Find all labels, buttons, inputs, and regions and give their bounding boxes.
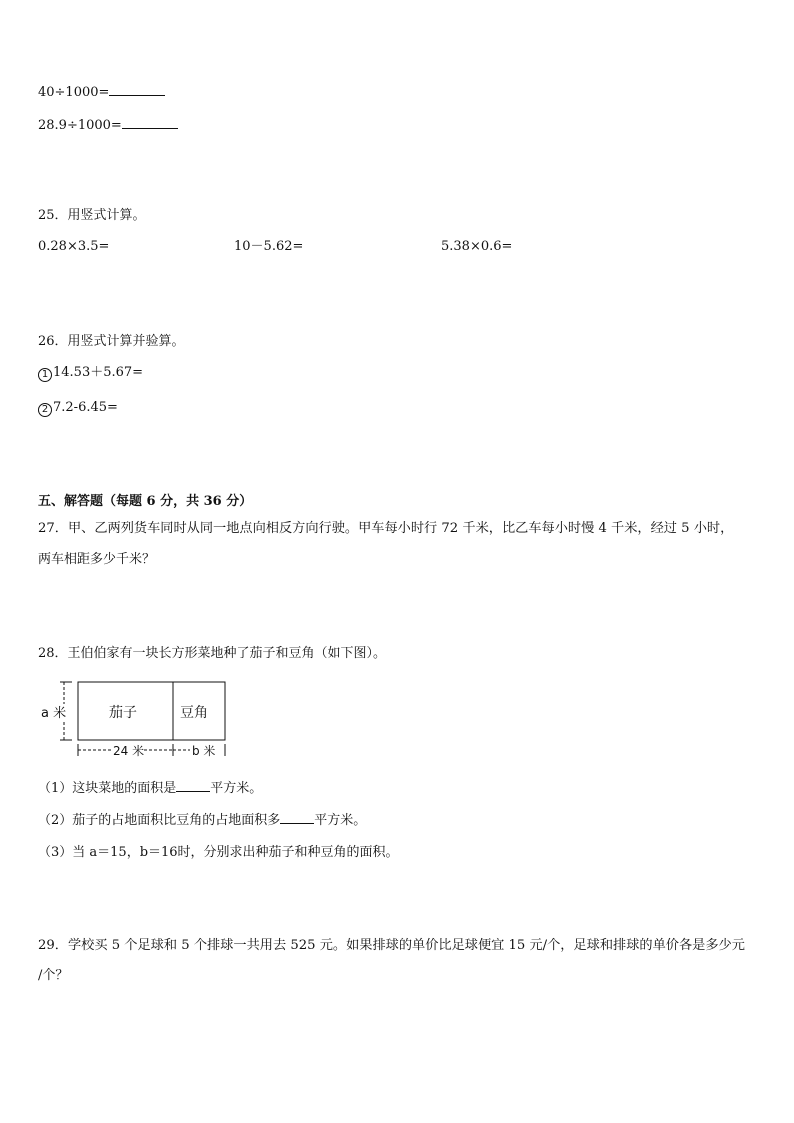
section-heading: 五、解答题（每题 6 分，共 36 分） — [38, 494, 253, 509]
q29-line-1: 29．学校买 5 个足球和 5 个排球一共用去 525 元。如果排球的单价比足球便宜 15 元/个，足球和排球的单价各是多少元 — [38, 938, 745, 953]
q27-line-2: 两车相距多少千米？ — [38, 552, 156, 567]
answer-blank[interactable] — [176, 780, 210, 792]
problem-line-2 — [38, 117, 178, 134]
q28-sub-2-unit: 平方米。 — [314, 813, 367, 828]
circled-number: 2 — [38, 403, 52, 417]
q25-item-2: 10－5.62= — [234, 239, 304, 254]
circled-number: 1 — [38, 368, 52, 382]
q26-title: 26．用竖式计算并验算。 — [38, 334, 185, 349]
q29-line-2: /个？ — [38, 968, 69, 983]
q28-sub-1-unit: 平方米。 — [210, 781, 263, 796]
q28-title: 28．王伯伯家有一块长方形菜地种了茄子和豆角（如下图）。 — [38, 646, 387, 661]
q25-item-1: 0.28×3.5= — [38, 239, 110, 254]
q28-sub-1 — [38, 780, 262, 797]
problem-text: 28.9÷1000= — [38, 118, 122, 133]
q28-sub-1-text: （1）这块菜地的面积是 — [38, 781, 177, 796]
eggplant-label: 茄子 — [109, 705, 137, 721]
q26-item-1 — [38, 365, 143, 382]
q25-item-3: 5.38×0.6= — [441, 239, 513, 254]
bottom-label-b: b 米 — [192, 744, 216, 758]
answer-blank[interactable] — [109, 84, 165, 96]
answer-blank[interactable] — [280, 812, 314, 824]
bottom-label-24: 24 米 — [113, 744, 145, 758]
q26-item-2 — [38, 400, 118, 417]
q26-item-text: 14.53＋5.67= — [53, 365, 144, 380]
q25-title: 25．用竖式计算。 — [38, 208, 146, 223]
vegetable-plot-diagram — [38, 676, 238, 760]
problem-text: 40÷1000= — [38, 85, 110, 100]
q27-line-1: 27．甲、乙两列货车同时从同一地点向相反方向行驶。甲车每小时行 72 千米，比乙车每小时慢 4 千米，经过 5 小时， — [38, 521, 734, 536]
bean-label: 豆角 — [180, 705, 208, 721]
q28-sub-2 — [38, 812, 366, 829]
q28-sub-2-text: （2）茄子的占地面积比豆角的占地面积多 — [38, 813, 281, 828]
q26-item-text: 7.2-6.45= — [53, 400, 118, 415]
answer-blank[interactable] — [122, 117, 178, 129]
problem-line-1 — [38, 84, 165, 101]
left-label: a 米 — [41, 706, 67, 721]
q28-sub-3: （3）当 a＝15，b＝16时，分别求出种茄子和种豆角的面积。 — [38, 845, 399, 860]
